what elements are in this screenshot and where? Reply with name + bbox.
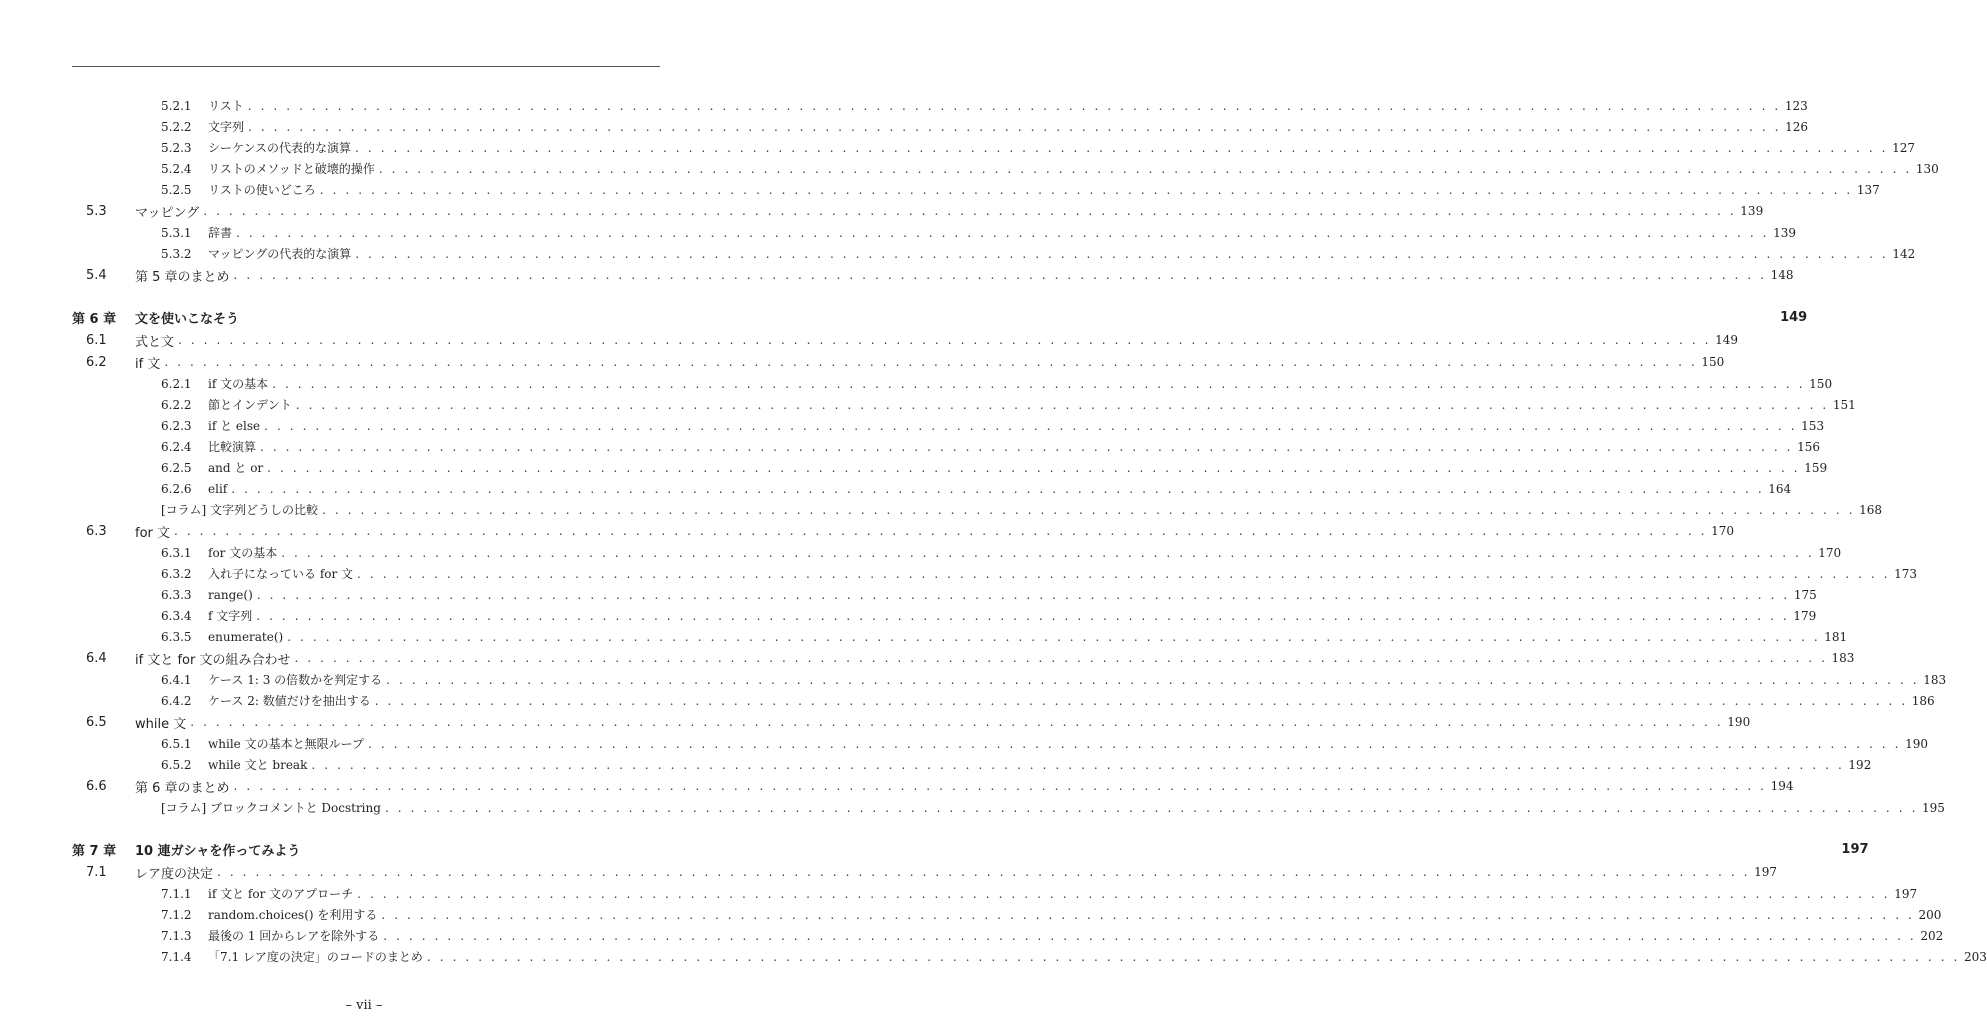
entry-title: 比較演算 (208, 440, 257, 454)
entry-title: [コラム] ブロックコメントと Docstring (161, 801, 381, 815)
entry-title: マッピング (135, 205, 200, 221)
toc-subsection[interactable] (72, 436, 1820, 457)
toc-chapter[interactable] (72, 306, 1808, 329)
entry-number: 5.4 (86, 267, 107, 283)
dot-leader: . . . . . . . . . . . . . . . . . . . . . . . . . . . . . . . . . . . . . . . . . . . . . . . . . . . . . . . . . . . . . . . . . . . . . . . . . . . . . . . . . . . . . . . . . . . . . . . . . . . . . . . . . . . . . . . . . . . . . . . . (203, 204, 1737, 218)
entry-number: 6.2.3 (161, 418, 192, 433)
entry-number: 5.2.5 (161, 182, 192, 197)
toc-subsection[interactable] (72, 373, 1833, 394)
toc-column[interactable] (72, 797, 1945, 818)
entry-title: 「7.1 レア度の決定」のコードのまとめ (208, 950, 423, 964)
entry-page: 156 (1797, 439, 1820, 454)
dot-leader: . . . . . . . . . . . . . . . . . . . . . . . . . . . . . . . . . . . . . . . . . . . . . . . . . . . . . . . . . . . . . . . . . . . . . . . . . . . . . . . . . . . . . . . . . . . . . . . . . . . . . . . . . . . . . . . . . . . . . . . . (264, 418, 1798, 433)
dot-leader: . . . . . . . . . . . . . . . . . . . . . . . . . . . . . . . . . . . . . . . . . . . . . . . . . . . . . . . . . . . . . . . . . . . . . . . . . . . . . . . . . . . . . . . . . . . . . . . . . . . . . . . . . . . . . . . . . . . . . . . . (386, 672, 1920, 687)
entry-page: 137 (1856, 182, 1880, 197)
dot-leader: . . . . . . . . . . . . . . . . . . . . . . . . . . . . . . . . . . . . . . . . . . . . . . . . . . . . . . . . . . . . . . . . . . . . . . . . . . . . . . . . . . . . . . . . . . . . . . . . . . . . . . . . . . . . . . . . . . . . . . . . (233, 268, 1767, 282)
dot-leader: . . . . . . . . . . . . . . . . . . . . . . . . . . . . . . . . . . . . . . . . . . . . . . . . . . . . . . . . . . . . . . . . . . . . . . . . . . . . . . . . . . . . . . . . . . . . . . . . . . . . . . . . . . . . . . . . . . . . . . . . (357, 566, 1891, 581)
entry-number: 6.3.3 (161, 587, 192, 602)
dot-leader: . . . . . . . . . . . . . . . . . . . . . . . . . . . . . . . . . . . . . . . . . . . . . . . . . . . . . . . . . . . . . . . . . . . . . . . . . . . . . . . . . . . . . . . . . . . . . . . . . . . . . . . . . . . . . . . . . . . . . . . . (311, 757, 1845, 772)
dot-leader: . . . . . . . . . . . . . . . . . . . . . . . . . . . . . . . . . . . . . . . . . . . . . . . . . . . . . . . . . . . . . . . . . . . . . . . . . . . . . . . . . . . . . . . . . . . . . . . . . . . . . . . . . . . . . . . . . . . . . . . . (236, 225, 1770, 240)
entry-page: 168 (1859, 502, 1883, 517)
entry-title: random.choices() を利用する (208, 908, 378, 922)
dot-leader: . . . . . . . . . . . . . . . . . . . . . . . . . . . . . . . . . . . . . . . . . . . . . . . . . . . . . . . . . . . . . . . . . . . . . . . . . . . . . . . . . . . . . . . . . . . . . . . . . . . . . . . . . . . . . . . . . . . . . . . . (178, 333, 1712, 347)
entry-page: 183 (1923, 672, 1947, 687)
entry-number: 6.5.2 (161, 757, 192, 772)
entry-number: 7.1.2 (161, 907, 192, 922)
entry-title: 文を使いこなそう (135, 312, 240, 327)
toc-subsection[interactable] (72, 394, 1856, 415)
entry-title: and と or (208, 461, 264, 475)
entry-title: enumerate() (208, 629, 284, 644)
entry-page: 183 (1831, 651, 1855, 665)
toc-section[interactable] (72, 329, 1738, 351)
entry-title: シーケンスの代表的な演算 (208, 141, 352, 155)
entry-page: 164 (1768, 481, 1792, 496)
header-rule (72, 66, 660, 67)
dot-leader: . . . . . . . . . . . . . . . . . . . . . . . . . . . . . . . . . . . . . . . . . . . . . . . . . . . . . . . . . . . . . . . . . . . . . . . . . . . . . . . . . . . . . . . . . . . . . . . . . . . . . . . . . . . . . . . . . . . . . . . . (256, 608, 1790, 623)
entry-number: 7.1 (86, 864, 107, 880)
entry-number: 7.1.4 (161, 949, 192, 964)
toc-section[interactable] (72, 861, 1777, 883)
toc-subsection[interactable] (72, 158, 1939, 179)
entry-title: リストのメソッドと破壊的操作 (208, 162, 375, 176)
entry-page: 149 (1715, 333, 1738, 347)
toc-section[interactable] (72, 711, 1751, 733)
toc-chapter[interactable] (72, 838, 1869, 861)
entry-title: range() (208, 587, 253, 602)
entry-title: ケース 1: 3 の倍数かを判定する (208, 673, 383, 687)
toc-subsection[interactable] (72, 904, 1942, 925)
entry-page: 151 (1832, 397, 1856, 412)
entry-number: 6.2.2 (161, 397, 192, 412)
toc-subsection[interactable] (72, 733, 1928, 754)
toc-subsection[interactable] (72, 946, 1987, 967)
dot-leader: . . . . . . . . . . . . . . . . . . . . . . . . . . . . . . . . . . . . . . . . . . . . . . . . . . . . . . . . . . . . . . . . . . . . . . . . . . . . . . . . . . . . . . . . . . . . . . . . . . . . . . . . . . . . . . . . . . . . . . . . (248, 119, 1782, 134)
entry-page: 139 (1773, 225, 1796, 240)
entry-page: 123 (1784, 98, 1808, 113)
entry-number: 6.2 (86, 354, 107, 370)
entry-title: 文字列 (208, 120, 245, 134)
entry-number: 5.3.2 (161, 246, 192, 261)
toc-section[interactable] (72, 520, 1734, 542)
toc-subsection[interactable] (72, 137, 1916, 158)
dot-leader: . . . . . . . . . . . . . . . . . . . . . . . . . . . . . . . . . . . . . . . . . . . . . . . . . . . . . . . . . . . . . . . . . . . . . . . . . . . . . . . . . . . . . . . . . . . . . . . . . . . . . . . . . . . . . . . . . . . . . . . . (294, 651, 1828, 665)
entry-number: 6.3.1 (161, 545, 192, 560)
entry-title: 第 5 章のまとめ (135, 269, 230, 285)
entry-page: 197 (1754, 865, 1777, 879)
entry-title: 10 連ガシャを作ってみよう (135, 844, 301, 859)
entry-number: 5.3 (86, 203, 107, 219)
toc-subsection[interactable] (72, 754, 1872, 775)
entry-title: for 文の基本 (208, 546, 278, 560)
dot-leader: . . . . . . . . . . . . . . . . . . . . . . . . . . . . . . . . . . . . . . . . . . . . . . . . . . . . . . . . . . . . . . . . . . . . . . . . . . . . . . . . . . . . . . . . . . . . . . . . . . . . . . . . . . . . . . . . . . . . . . . . (256, 587, 1790, 602)
entry-number: 5.2.2 (161, 119, 192, 134)
entry-page: 127 (1892, 140, 1916, 155)
entry-title: 最後の 1 回からレアを除外する (208, 929, 380, 943)
entry-page: 194 (1770, 779, 1794, 793)
entry-page: 170 (1711, 524, 1734, 538)
dot-leader: . . . . . . . . . . . . . . . . . . . . . . . . . . . . . . . . . . . . . . . . . . . . . . . . . . . . . . . . . . . . . . . . . . . . . . . . . . . . . . . . . . . . . . . . . . . . . . . . . . . . . . . . . . . . . . . . . . . . . . . . (190, 715, 1724, 729)
entry-number: 6.2.6 (161, 481, 192, 496)
dot-leader: . . . . . . . . . . . . . . . . . . . . . . . . . . . . . . . . . . . . . . . . . . . . . . . . . . . . . . . . . . . . . . . . . . . . . . . . . . . . . . . . . . . . . . . . . . . . . . . . . . . . . . . . . . . . . . . . . . . . . . . . (231, 481, 1765, 496)
toc-section[interactable] (72, 775, 1794, 797)
entry-title: for 文 (135, 525, 171, 541)
entry-number: 6.5.1 (161, 736, 192, 751)
dot-leader: . . . . . . . . . . . . . . . . . . . . . . . . . . . . . . . . . . . . . . . . . . . . . . . . . . . . . . . . . . . . . . . . . . . . . . . . . . . . . . . . . . . . . . . . . . . . . . . . . . . . . . . . . . . . . . . . . . . . . . . . (319, 182, 1853, 197)
entry-title: while 文の基本と無限ループ (208, 737, 364, 751)
table-of-contents (72, 95, 1987, 967)
entry-title: レア度の決定 (135, 866, 214, 882)
dot-leader: . . . . . . . . . . . . . . . . . . . . . . . . . . . . . . . . . . . . . . . . . . . . . . . . . . . . . . . . . . . . . . . . . . . . . . . . . . . . . . . . . . . . . . . . . . . . . . . . . . . . . . . . . . . . . . . . . . . . . . . . (322, 502, 1856, 517)
entry-title: [コラム] 文字列どうしの比較 (161, 503, 319, 517)
entry-title: if 文の基本 (208, 377, 269, 391)
entry-number: 6.6 (86, 778, 107, 794)
dot-leader: . . . . . . . . . . . . . . . . . . . . . . . . . . . . . . . . . . . . . . . . . . . . . . . . . . . . . . . . . . . . . . . . . . . . . . . . . . . . . . . . . . . . . . . . . . . . . . . . . . . . . . . . . . . . . . . . . . . . . . . . (247, 98, 1781, 113)
dot-leader: . . . . . . . . . . . . . . . . . . . . . . . . . . . . . . . . . . . . . . . . . . . . . . . . . . . . . . . . . . . . . . . . . . . . . . . . . . . . . . . . . . . . . . . . . . . . . . . . . . . . . . . . . . . . . . . . . . . . . . . . (217, 865, 1751, 879)
toc-section[interactable] (72, 351, 1725, 373)
entry-number: 5.3.1 (161, 225, 192, 240)
entry-page: 179 (1793, 608, 1817, 623)
dot-leader: . . . . . . . . . . . . . . . . . . . . . . . . . . . . . . . . . . . . . . . . . . . . . . . . . . . . . . . . . . . . . . . . . . . . . . . . . . . . . . . . . . . . . . . . . . . . . . . . . . . . . . . . . . . . . . . . . . . . . . . . (281, 545, 1815, 560)
entry-title: 第 6 章のまとめ (135, 780, 230, 796)
toc-subsection[interactable] (72, 669, 1947, 690)
dot-leader: . . . . . . . . . . . . . . . . . . . . . . . . . . . . . . . . . . . . . . . . . . . . . . . . . . . . . . . . . . . . . . . . . . . . . . . . . . . . . . . . . . . . . . . . . . . . . . . . . . . . . . . . . . . . . . . . . . . . . . . . (287, 629, 1821, 644)
entry-number: 6.3.2 (161, 566, 192, 581)
entry-page: 148 (1770, 268, 1794, 282)
toc-subsection[interactable] (72, 116, 1808, 137)
toc-subsection[interactable] (72, 95, 1808, 116)
entry-title: elif (208, 481, 228, 496)
entry-title: リストの使いどころ (208, 183, 316, 197)
entry-page: 173 (1894, 566, 1918, 581)
toc-subsection[interactable] (72, 563, 1918, 584)
entry-number: 7.1.1 (161, 886, 192, 901)
entry-title: if と else (208, 419, 261, 433)
toc-subsection[interactable] (72, 690, 1935, 711)
entry-title: 入れ子になっている for 文 (208, 567, 354, 581)
entry-title: 節とインデント (208, 398, 292, 412)
toc-subsection[interactable] (72, 457, 1828, 478)
toc-subsection[interactable] (72, 542, 1842, 563)
toc-subsection[interactable] (72, 626, 1848, 647)
entry-title: if 文と for 文の組み合わせ (135, 652, 291, 668)
entry-number: 6.4 (86, 650, 107, 666)
entry-page: 150 (1701, 355, 1725, 369)
entry-page: 197 (1894, 886, 1918, 901)
entry-number: 6.5 (86, 714, 107, 730)
entry-number: 6.2.5 (161, 460, 192, 475)
entry-number: 5.2.1 (161, 98, 192, 113)
entry-title: while 文と break (208, 758, 308, 772)
entry-page: 190 (1905, 736, 1928, 751)
entry-number: 5.2.4 (161, 161, 192, 176)
toc-subsection[interactable] (72, 415, 1825, 436)
toc-subsection[interactable] (72, 925, 1944, 946)
dot-leader: . . . . . . . . . . . . . . . . . . . . . . . . . . . . . . . . . . . . . . . . . . . . . . . . . . . . . . . . . . . . . . . . . . . . . . . . . . . . . . . . . . . . . . . . . . . . . . . . . . . . . . . . . . . . . . . . . . . . . . . . (357, 886, 1891, 901)
dot-leader: . . . . . . . . . . . . . . . . . . . . . . . . . . . . . . . . . . . . . . . . . . . . . . . . . . . . . . . . . . . . . . . . . . . . . . . . . . . . . . . . . . . . . . . . . . . . . . . . . . . . . . . . . . . . . . . . . . . . . . . . (426, 949, 1960, 964)
entry-number: 6.4.1 (161, 672, 192, 687)
entry-page: 186 (1911, 693, 1935, 708)
entry-page: 170 (1818, 545, 1842, 560)
entry-page: 153 (1801, 418, 1825, 433)
toc-subsection[interactable] (72, 605, 1817, 626)
entry-page: 142 (1892, 246, 1916, 261)
entry-page: 139 (1740, 204, 1764, 218)
entry-number: 第 6 章 (72, 312, 117, 327)
dot-leader: . . . . . . . . . . . . . . . . . . . . . . . . . . . . . . . . . . . . . . . . . . . . . . . . . . . . . . . . . . . . . . . . . . . . . . . . . . . . . . . . . . . . . . . . . . . . . . . . . . . . . . . . . . . . . . . . . . . . . . . . (378, 161, 1912, 176)
entry-page: 192 (1848, 757, 1872, 772)
entry-page: 181 (1824, 629, 1848, 644)
dot-leader: . . . . . . . . . . . . . . . . . . . . . . . . . . . . . . . . . . . . . . . . . . . . . . . . . . . . . . . . . . . . . . . . . . . . . . . . . . . . . . . . . . . . . . . . . . . . . . . . . . . . . . . . . . . . . . . . . . . . . . . . (383, 928, 1917, 943)
entry-number: 6.2.1 (161, 376, 192, 391)
entry-title: if 文と for 文のアプローチ (208, 887, 354, 901)
toc-section[interactable] (72, 647, 1855, 669)
toc-section[interactable] (72, 200, 1764, 222)
toc-subsection[interactable] (72, 222, 1796, 243)
entry-page: 202 (1920, 928, 1944, 943)
dot-leader: . . . . . . . . . . . . . . . . . . . . . . . . . . . . . . . . . . . . . . . . . . . . . . . . . . . . . . . . . . . . . . . . . . . . . . . . . . . . . . . . . . . . . . . . . . . . . . . . . . . . . . . . . . . . . . . . . . . . . . . . (233, 779, 1767, 793)
entry-title: while 文 (135, 716, 187, 732)
entry-page: 150 (1809, 376, 1833, 391)
dot-leader: . . . . . . . . . . . . . . . . . . . . . . . . . . . . . . . . . . . . . . . . . . . . . . . . . . . . . . . . . . . . . . . . . . . . . . . . . . . . . . . . . . . . . . . . . . . . . . . . . . . . . . . . . . . . . . . . . . . . . . . . (272, 376, 1806, 391)
toc-section[interactable] (72, 264, 1794, 286)
entry-number: 7.1.3 (161, 928, 192, 943)
entry-number: 6.4.2 (161, 693, 192, 708)
entry-number: 5.2.3 (161, 140, 192, 155)
entry-number: 6.1 (86, 332, 107, 348)
entry-page: 126 (1785, 119, 1808, 134)
entry-title: リスト (208, 99, 244, 113)
entry-number: 6.3.5 (161, 629, 192, 644)
dot-leader: . . . . . . . . . . . . . . . . . . . . . . . . . . . . . . . . . . . . . . . . . . . . . . . . . . . . . . . . . . . . . . . . . . . . . . . . . . . . . . . . . . . . . . . . . . . . . . . . . . . . . . . . . . . . . . . . . . . . . . . . (368, 736, 1902, 751)
dot-leader: . . . . . . . . . . . . . . . . . . . . . . . . . . . . . . . . . . . . . . . . . . . . . . . . . . . . . . . . . . . . . . . . . . . . . . . . . . . . . . . . . . . . . . . . . . . . . . . . . . . . . . . . . . . . . . . . . . . . . . . . (174, 524, 1708, 538)
toc-subsection[interactable] (72, 478, 1792, 499)
entry-page: 200 (1918, 907, 1942, 922)
entry-title: f 文字列 (208, 609, 253, 623)
dot-leader: . . . . . . . . . . . . . . . . . . . . . . . . . . . . . . . . . . . . . . . . . . . . . . . . . . . . . . . . . . . . . . . . . . . . . . . . . . . . . . . . . . . . . . . . . . . . . . . . . . . . . . . . . . . . . . . . . . . . . . . . (374, 693, 1908, 708)
entry-number: 第 7 章 (72, 844, 117, 859)
dot-leader: . . . . . . . . . . . . . . . . . . . . . . . . . . . . . . . . . . . . . . . . . . . . . . . . . . . . . . . . . . . . . . . . . . . . . . . . . . . . . . . . . . . . . . . . . . . . . . . . . . . . . . . . . . . . . . . . . . . . . . . . (381, 907, 1915, 922)
toc-column[interactable] (72, 499, 1883, 520)
entry-page: 149 (1780, 310, 1808, 325)
dot-leader: . . . . . . . . . . . . . . . . . . . . . . . . . . . . . . . . . . . . . . . . . . . . . . . . . . . . . . . . . . . . . . . . . . . . . . . . . . . . . . . . . . . . . . . . . . . . . . . . . . . . . . . . . . . . . . . . . . . . . . . . (267, 460, 1801, 475)
entry-title: マッピングの代表的な演算 (208, 247, 352, 261)
toc-subsection[interactable] (72, 584, 1817, 605)
entry-page: 130 (1915, 161, 1939, 176)
dot-leader: . . . . . . . . . . . . . . . . . . . . . . . . . . . . . . . . . . . . . . . . . . . . . . . . . . . . . . . . . . . . . . . . . . . . . . . . . . . . . . . . . . . . . . . . . . . . . . . . . . . . . . . . . . . . . . . . . . . . . . . . (260, 439, 1794, 454)
entry-page: 190 (1727, 715, 1751, 729)
entry-number: 6.3 (86, 523, 107, 539)
entry-title: ケース 2: 数値だけを抽出する (208, 694, 371, 708)
dot-leader: . . . . . . . . . . . . . . . . . . . . . . . . . . . . . . . . . . . . . . . . . . . . . . . . . . . . . . . . . . . . . . . . . . . . . . . . . . . . . . . . . . . . . . . . . . . . . . . . . . . . . . . . . . . . . . . . . . . . . . . . (164, 355, 1698, 369)
dot-leader: . . . . . . . . . . . . . . . . . . . . . . . . . . . . . . . . . . . . . . . . . . . . . . . . . . . . . . . . . . . . . . . . . . . . . . . . . . . . . . . . . . . . . . . . . . . . . . . . . . . . . . . . . . . . . . . . . . . . . . . . (384, 800, 1918, 815)
entry-page: 175 (1793, 587, 1817, 602)
entry-title: if 文 (135, 356, 161, 372)
page-number: – vii – (345, 998, 383, 1013)
entry-title: 辞書 (208, 226, 233, 240)
entry-page: 197 (1841, 842, 1869, 857)
entry-page: 195 (1922, 800, 1945, 815)
entry-number: 6.3.4 (161, 608, 192, 623)
dot-leader: . . . . . . . . . . . . . . . . . . . . . . . . . . . . . . . . . . . . . . . . . . . . . . . . . . . . . . . . . . . . . . . . . . . . . . . . . . . . . . . . . . . . . . . . . . . . . . . . . . . . . . . . . . . . . . . . . . . . . . . . (355, 246, 1889, 261)
toc-subsection[interactable] (72, 179, 1880, 200)
dot-leader: . . . . . . . . . . . . . . . . . . . . . . . . . . . . . . . . . . . . . . . . . . . . . . . . . . . . . . . . . . . . . . . . . . . . . . . . . . . . . . . . . . . . . . . . . . . . . . . . . . . . . . . . . . . . . . . . . . . . . . . . (355, 140, 1889, 155)
entry-number: 6.2.4 (161, 439, 192, 454)
toc-subsection[interactable] (72, 243, 1916, 264)
entry-page: 159 (1804, 460, 1828, 475)
toc-subsection[interactable] (72, 883, 1918, 904)
entry-page: 203 (1963, 949, 1987, 964)
entry-title: 式と文 (135, 334, 175, 350)
dot-leader: . . . . . . . . . . . . . . . . . . . . . . . . . . . . . . . . . . . . . . . . . . . . . . . . . . . . . . . . . . . . . . . . . . . . . . . . . . . . . . . . . . . . . . . . . . . . . . . . . . . . . . . . . . . . . . . . . . . . . . . . (295, 397, 1829, 412)
